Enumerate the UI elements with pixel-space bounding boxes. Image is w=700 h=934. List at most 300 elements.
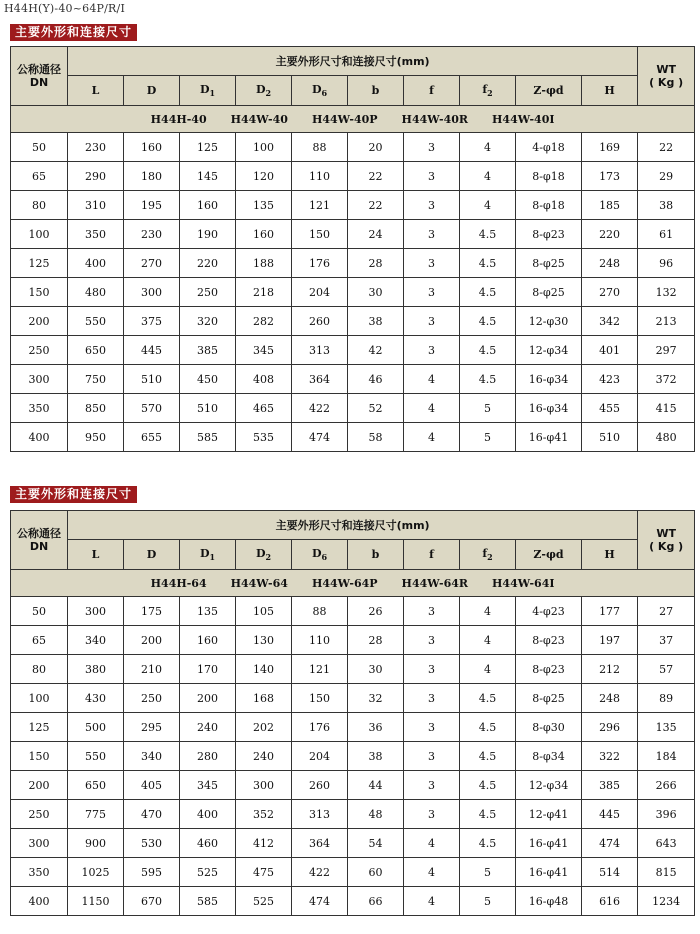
table-cell: 105: [236, 597, 292, 626]
table-cell: 313: [292, 800, 348, 829]
table-cell: 160: [180, 626, 236, 655]
dimension-table: [10, 510, 695, 916]
table-cell: 300: [236, 771, 292, 800]
table-cell: 345: [180, 771, 236, 800]
table-cell: 110: [292, 626, 348, 655]
table-cell: 168: [236, 684, 292, 713]
table-cell: 204: [292, 742, 348, 771]
table-cell: 550: [68, 742, 124, 771]
column-header: $D_2$: [236, 540, 292, 570]
table-cell: 4.5: [460, 249, 516, 278]
model-code: H44H-64: [150, 576, 207, 590]
table-row: [11, 307, 695, 336]
table-cell: 342: [582, 307, 638, 336]
table-cell: 5: [460, 858, 516, 887]
table-cell: 415: [638, 394, 695, 423]
table-cell: 310: [68, 191, 124, 220]
dimensions-group-header: 主要外形尺寸和连接尺寸(mm): [68, 511, 638, 540]
table-cell: 450: [180, 365, 236, 394]
model-row: [11, 570, 695, 597]
table-cell: 176: [292, 249, 348, 278]
table-cell: 422: [292, 394, 348, 423]
table-row: [11, 742, 695, 771]
table-cell: 280: [180, 742, 236, 771]
table-cell: 200: [11, 307, 68, 336]
table-cell: 3: [404, 771, 460, 800]
table-cell: 46: [348, 365, 404, 394]
column-header: D: [124, 540, 180, 570]
dn-header-unit: DN: [29, 540, 49, 553]
table-cell: 8-φ18: [516, 162, 582, 191]
table-cell: 88: [292, 133, 348, 162]
dn-header-label: 公称通径: [17, 63, 61, 76]
column-header-row: [11, 540, 695, 570]
table-cell: 530: [124, 829, 180, 858]
table-cell: 480: [638, 423, 695, 452]
table-row: [11, 365, 695, 394]
table-cell: 500: [68, 713, 124, 742]
model-code: H44W-64I: [492, 576, 555, 590]
table-cell: 480: [68, 278, 124, 307]
table-cell: 525: [236, 887, 292, 916]
table-cell: 4: [460, 597, 516, 626]
table-cell: 300: [11, 365, 68, 394]
table-cell: 4.5: [460, 278, 516, 307]
table-cell: 1150: [68, 887, 124, 916]
table-cell: 430: [68, 684, 124, 713]
table-cell: 3: [404, 220, 460, 249]
column-header: $D_1$: [180, 540, 236, 570]
table-cell: 3: [404, 162, 460, 191]
table-cell: 412: [236, 829, 292, 858]
table-cell: 150: [11, 278, 68, 307]
table-cell: 455: [582, 394, 638, 423]
dn-header-label: 公称通径: [17, 527, 61, 540]
table-cell: 4.5: [460, 771, 516, 800]
table-cell: 5: [460, 887, 516, 916]
table-cell: 61: [638, 220, 695, 249]
table-cell: 300: [124, 278, 180, 307]
table-cell: 12-φ34: [516, 336, 582, 365]
dimensions-group-header: 主要外形尺寸和连接尺寸(mm): [68, 47, 638, 76]
column-header: $f_2$: [460, 540, 516, 570]
column-header: L: [68, 540, 124, 570]
model-code: H44W-64: [230, 576, 288, 590]
table-cell: 5: [460, 423, 516, 452]
column-header-row: [11, 76, 695, 106]
table-cell: 3: [404, 713, 460, 742]
section-label: 主要外形和连接尺寸: [10, 24, 137, 41]
table-cell: 643: [638, 829, 695, 858]
table-cell: 50: [11, 597, 68, 626]
table-cell: 202: [236, 713, 292, 742]
table-cell: 3: [404, 742, 460, 771]
table-cell: 320: [180, 307, 236, 336]
table-cell: 16-φ41: [516, 858, 582, 887]
table-cell: 38: [348, 742, 404, 771]
table-cell: 22: [638, 133, 695, 162]
table-row: [11, 394, 695, 423]
table-cell: 400: [11, 423, 68, 452]
table-cell: 8-φ23: [516, 220, 582, 249]
table-cell: 80: [11, 191, 68, 220]
table-cell: 240: [180, 713, 236, 742]
table-cell: 8-φ30: [516, 713, 582, 742]
table-cell: 470: [124, 800, 180, 829]
table-cell: 525: [180, 858, 236, 887]
table-cell: 20: [348, 133, 404, 162]
table-cell: 474: [292, 423, 348, 452]
table-cell: 60: [348, 858, 404, 887]
table-cell: 169: [582, 133, 638, 162]
table-cell: 350: [68, 220, 124, 249]
table-cell: 8-φ23: [516, 655, 582, 684]
table-row: [11, 626, 695, 655]
table-cell: 340: [124, 742, 180, 771]
table-cell: 42: [348, 336, 404, 365]
table-cell: 240: [236, 742, 292, 771]
table-cell: 400: [180, 800, 236, 829]
column-header: H: [582, 76, 638, 106]
model-code: H44H-40: [150, 112, 207, 126]
table-cell: 160: [236, 220, 292, 249]
table-cell: 3: [404, 307, 460, 336]
table-cell: 125: [11, 713, 68, 742]
table-cell: 135: [180, 597, 236, 626]
weight-header-unit: ( Kg ): [649, 76, 684, 89]
table-cell: 8-φ25: [516, 249, 582, 278]
column-header: D: [124, 76, 180, 106]
table-cell: 197: [582, 626, 638, 655]
table-cell: 3: [404, 655, 460, 684]
table-cell: 29: [638, 162, 695, 191]
table-cell: 396: [638, 800, 695, 829]
model-code: H44W-40I: [492, 112, 555, 126]
table-cell: 200: [124, 626, 180, 655]
table-cell: 295: [124, 713, 180, 742]
table-cell: 26: [348, 597, 404, 626]
table-cell: 145: [180, 162, 236, 191]
table-cell: 180: [124, 162, 180, 191]
table-cell: 364: [292, 829, 348, 858]
column-header: f: [404, 540, 460, 570]
table-row: [11, 423, 695, 452]
model-list: [11, 570, 695, 597]
table-cell: 4: [404, 423, 460, 452]
table-cell: 650: [68, 336, 124, 365]
table-cell: 670: [124, 887, 180, 916]
table-cell: 296: [582, 713, 638, 742]
table-cell: 297: [638, 336, 695, 365]
table-cell: 3: [404, 684, 460, 713]
table-cell: 52: [348, 394, 404, 423]
table-cell: 57: [638, 655, 695, 684]
table-cell: 400: [68, 249, 124, 278]
table-cell: 58: [348, 423, 404, 452]
table-row: [11, 597, 695, 626]
column-header: $D_1$: [180, 76, 236, 106]
table-cell: 48: [348, 800, 404, 829]
column-header: L: [68, 76, 124, 106]
table-cell: 514: [582, 858, 638, 887]
table-cell: 130: [236, 626, 292, 655]
table-cell: 135: [638, 713, 695, 742]
table-cell: 350: [11, 394, 68, 423]
table-cell: 3: [404, 133, 460, 162]
table-cell: 65: [11, 626, 68, 655]
table-cell: 4-φ23: [516, 597, 582, 626]
table-cell: 213: [638, 307, 695, 336]
table-cell: 248: [582, 249, 638, 278]
table-cell: 1025: [68, 858, 124, 887]
table-cell: 135: [236, 191, 292, 220]
table-cell: 4.5: [460, 307, 516, 336]
dn-header-unit: DN: [29, 76, 49, 89]
table-cell: 28: [348, 249, 404, 278]
table-row: [11, 162, 695, 191]
table-cell: 121: [292, 191, 348, 220]
table-cell: 22: [348, 162, 404, 191]
table-cell: 8-φ25: [516, 278, 582, 307]
table-cell: 3: [404, 191, 460, 220]
table-cell: 408: [236, 365, 292, 394]
table-cell: 32: [348, 684, 404, 713]
table-cell: 218: [236, 278, 292, 307]
column-header: Z-φd: [516, 540, 582, 570]
table-cell: 570: [124, 394, 180, 423]
table-cell: 4.5: [460, 829, 516, 858]
table-cell: 250: [124, 684, 180, 713]
table-cell: 16-φ34: [516, 394, 582, 423]
table-cell: 4: [404, 365, 460, 394]
table-cell: 22: [348, 191, 404, 220]
table-cell: 96: [638, 249, 695, 278]
column-header: Z-φd: [516, 76, 582, 106]
table-cell: 585: [180, 887, 236, 916]
table-cell: 372: [638, 365, 695, 394]
table-cell: 4: [460, 655, 516, 684]
table-cell: 220: [180, 249, 236, 278]
table-cell: 12-φ30: [516, 307, 582, 336]
table-cell: 3: [404, 278, 460, 307]
table-cell: 300: [11, 829, 68, 858]
table-cell: 445: [124, 336, 180, 365]
table-cell: 185: [582, 191, 638, 220]
table-cell: 150: [292, 220, 348, 249]
weight-header-unit: ( Kg ): [649, 540, 684, 553]
table-cell: 28: [348, 626, 404, 655]
table-cell: 260: [292, 307, 348, 336]
table-cell: 282: [236, 307, 292, 336]
column-header: $D_6$: [292, 76, 348, 106]
table-cell: 345: [236, 336, 292, 365]
table-row: [11, 713, 695, 742]
table-cell: 422: [292, 858, 348, 887]
weight-header-label: WT: [656, 527, 676, 540]
table-cell: 44: [348, 771, 404, 800]
table-cell: 4: [404, 858, 460, 887]
table-cell: 3: [404, 249, 460, 278]
table-cell: 140: [236, 655, 292, 684]
table-cell: 3: [404, 336, 460, 365]
table-cell: 474: [582, 829, 638, 858]
model-row: [11, 106, 695, 133]
table-row: [11, 133, 695, 162]
table-cell: 4.5: [460, 220, 516, 249]
table-cell: 352: [236, 800, 292, 829]
table-cell: 290: [68, 162, 124, 191]
table-cell: 510: [124, 365, 180, 394]
model-list: [11, 106, 695, 133]
table-cell: 190: [180, 220, 236, 249]
header-row: [11, 511, 695, 540]
table-row: [11, 249, 695, 278]
table-cell: 195: [124, 191, 180, 220]
table-cell: 300: [68, 597, 124, 626]
table-cell: 750: [68, 365, 124, 394]
table-cell: 4.5: [460, 336, 516, 365]
table-cell: 4.5: [460, 684, 516, 713]
table-cell: 266: [638, 771, 695, 800]
table-cell: 200: [180, 684, 236, 713]
table-cell: 1234: [638, 887, 695, 916]
table-cell: 313: [292, 336, 348, 365]
table-cell: 250: [180, 278, 236, 307]
table-cell: 12-φ34: [516, 771, 582, 800]
table-cell: 125: [11, 249, 68, 278]
table-cell: 66: [348, 887, 404, 916]
table-cell: 616: [582, 887, 638, 916]
table-cell: 4.5: [460, 742, 516, 771]
table-cell: 30: [348, 278, 404, 307]
dimension-table: [10, 46, 695, 452]
table-cell: 176: [292, 713, 348, 742]
table-cell: 100: [236, 133, 292, 162]
table-cell: 16-φ48: [516, 887, 582, 916]
table-cell: 405: [124, 771, 180, 800]
table-cell: 160: [124, 133, 180, 162]
table-cell: 380: [68, 655, 124, 684]
table-cell: 4.5: [460, 365, 516, 394]
header-row: [11, 47, 695, 76]
table-cell: 38: [638, 191, 695, 220]
model-code: H44W-64P: [311, 576, 378, 590]
table-cell: 510: [180, 394, 236, 423]
table-cell: 3: [404, 800, 460, 829]
table-cell: 270: [582, 278, 638, 307]
table-cell: 850: [68, 394, 124, 423]
table-cell: 260: [292, 771, 348, 800]
table-cell: 550: [68, 307, 124, 336]
table-cell: 400: [11, 887, 68, 916]
table-cell: 89: [638, 684, 695, 713]
table-row: [11, 191, 695, 220]
table-cell: 385: [180, 336, 236, 365]
table-cell: 375: [124, 307, 180, 336]
table-cell: 37: [638, 626, 695, 655]
table-cell: 38: [348, 307, 404, 336]
table-cell: 50: [11, 133, 68, 162]
table-row: [11, 771, 695, 800]
table-cell: 4: [460, 162, 516, 191]
table-cell: 210: [124, 655, 180, 684]
table-cell: 121: [292, 655, 348, 684]
table-cell: 4: [404, 887, 460, 916]
weight-header-label: WT: [656, 63, 676, 76]
table-cell: 4-φ18: [516, 133, 582, 162]
table-cell: 27: [638, 597, 695, 626]
dn-header: [11, 47, 68, 106]
table-cell: 460: [180, 829, 236, 858]
column-header: $D_2$: [236, 76, 292, 106]
table-cell: 8-φ34: [516, 742, 582, 771]
table-cell: 24: [348, 220, 404, 249]
table-cell: 36: [348, 713, 404, 742]
table-cell: 385: [582, 771, 638, 800]
table-cell: 110: [292, 162, 348, 191]
table-cell: 510: [582, 423, 638, 452]
table-cell: 3: [404, 597, 460, 626]
table-cell: 230: [124, 220, 180, 249]
table-cell: 248: [582, 684, 638, 713]
table-cell: 125: [180, 133, 236, 162]
table-row: [11, 887, 695, 916]
table-cell: 8-φ25: [516, 684, 582, 713]
table-cell: 8-φ18: [516, 191, 582, 220]
column-header: f: [404, 76, 460, 106]
table-cell: 8-φ23: [516, 626, 582, 655]
table-cell: 350: [11, 858, 68, 887]
table-cell: 423: [582, 365, 638, 394]
table-cell: 322: [582, 742, 638, 771]
table-row: [11, 278, 695, 307]
table-cell: 4: [460, 191, 516, 220]
table-cell: 170: [180, 655, 236, 684]
table-cell: 474: [292, 887, 348, 916]
page-title: H44H(Y)-40~64P/R/I: [4, 2, 125, 15]
table-cell: 16-φ41: [516, 829, 582, 858]
section-label: 主要外形和连接尺寸: [10, 486, 137, 503]
table-cell: 585: [180, 423, 236, 452]
table-cell: 3: [404, 626, 460, 655]
table-cell: 270: [124, 249, 180, 278]
table-cell: 950: [68, 423, 124, 452]
table-cell: 465: [236, 394, 292, 423]
table-cell: 5: [460, 394, 516, 423]
weight-header: [638, 511, 695, 570]
table-cell: 200: [11, 771, 68, 800]
table-cell: 401: [582, 336, 638, 365]
table-cell: 364: [292, 365, 348, 394]
table-cell: 4: [460, 133, 516, 162]
table-cell: 475: [236, 858, 292, 887]
table-row: [11, 655, 695, 684]
table-cell: 250: [11, 336, 68, 365]
weight-header: [638, 47, 695, 106]
table-cell: 445: [582, 800, 638, 829]
table-cell: 4: [404, 394, 460, 423]
table-cell: 150: [11, 742, 68, 771]
table-cell: 4: [460, 626, 516, 655]
table-row: [11, 220, 695, 249]
table-cell: 132: [638, 278, 695, 307]
table-cell: 65: [11, 162, 68, 191]
table-cell: 250: [11, 800, 68, 829]
table-cell: 80: [11, 655, 68, 684]
table-row: [11, 684, 695, 713]
model-code: H44W-40P: [311, 112, 378, 126]
table-cell: 120: [236, 162, 292, 191]
